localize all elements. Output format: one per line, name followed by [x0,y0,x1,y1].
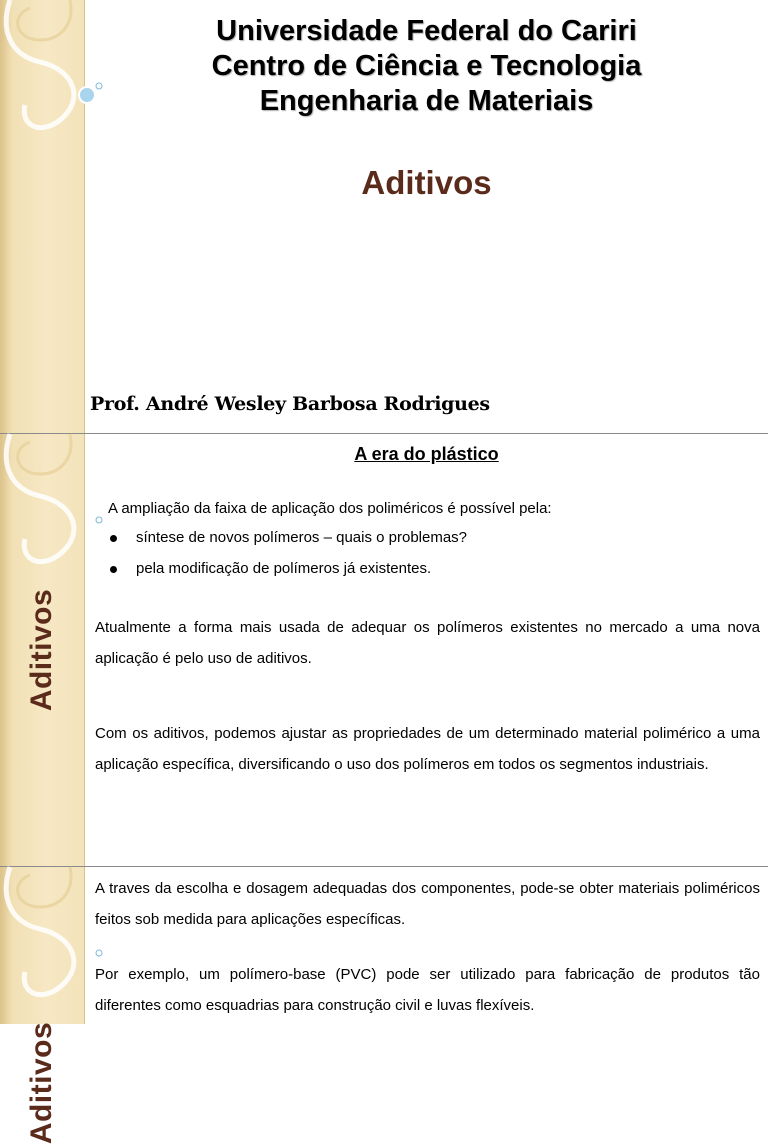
intro-text: A ampliação da faixa de aplicação dos poliméricos é possível pela: [108,500,552,517]
slide-title: Aditivos [361,164,492,201]
content-slide [0,434,768,866]
content-slide [0,867,768,1144]
paragraph: Atualmente a forma mais usada de adequar os polímeros existentes no mercado a uma nova aplicação é pelo uso de aditivos. [95,619,760,667]
paragraph: Com os aditivos, podemos ajustar as propriedades de um determinado material polimérico a uma aplicação específica, diversificando o uso dos polímeros em todos os segmentos industriais. [95,725,760,773]
decorative-side-panel: Aditivos [0,867,85,1024]
institution-line: Universidade Federal do Cariri [216,15,637,47]
swirl-ornament-icon [0,867,85,1027]
list-item: pela modificação de polímeros já existentes. [108,559,467,590]
bullet-list [108,528,467,590]
paragraph: A traves da escolha e dosagem adequadas dos componentes, pode-se obter materiais poliméricos feitos sob medida para aplicações específicas. [95,880,760,928]
swirl-ornament-icon [0,0,85,160]
decorative-side-panel [0,0,85,433]
institution-line: Engenharia de Materiais [259,85,594,117]
list-item: síntese de novos polímeros – quais o problemas? [108,528,467,559]
section-heading: A era do plástico [354,444,499,464]
paragraph: Por exemplo, um polímero-base (PVC) pode ser utilizado para fabricação de produtos tão diferentes como esquadrias para construção civil e luvas flexíveis. [95,966,760,1014]
decorative-side-panel: Aditivos [0,434,85,866]
swirl-ornament-icon [0,434,85,594]
institution-header [85,14,768,119]
title-slide [0,0,768,433]
professor-name: Prof. André Wesley Barbosa Rodrigues [90,393,490,415]
institution-line: Centro de Ciência e Tecnologia [211,50,642,82]
